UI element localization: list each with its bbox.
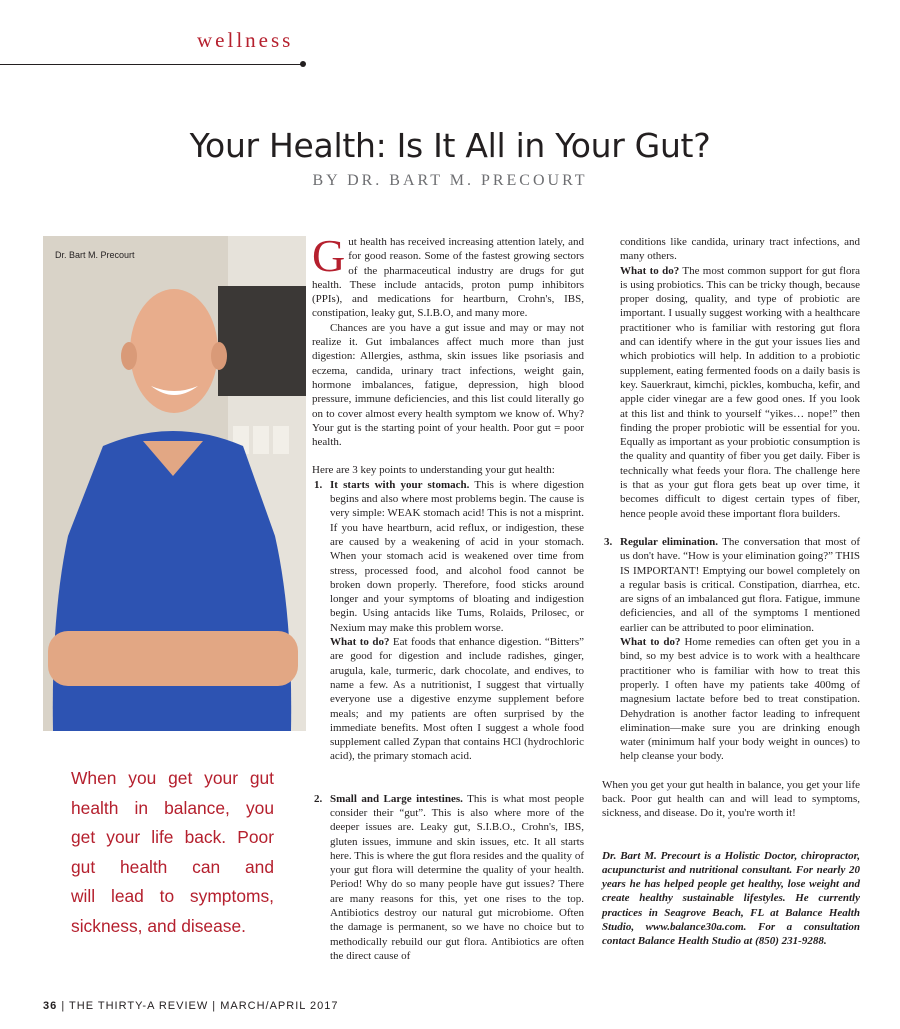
pull-quote-line: gut health can and xyxy=(71,856,274,877)
key-point-heading: Regular elimination. xyxy=(620,535,718,548)
divider-dot xyxy=(300,61,306,67)
article-byline: BY DR. BART M. PRECOURT xyxy=(312,172,588,189)
pull-quote-line: sickness, and disease. xyxy=(71,915,246,936)
pull-quote-line: When you get your gut xyxy=(71,768,274,788)
article-column-2 xyxy=(602,235,860,949)
what-to-do-heading: What to do? xyxy=(620,636,681,649)
author-photo xyxy=(43,236,306,731)
page-number: 36 xyxy=(43,1000,58,1012)
pull-quote-line: will lead to symptoms, xyxy=(71,886,274,906)
intro-paragraph-2: Chances are you have a gut issue and may or may not realize it. Gut imbalances affect much more than just digestion: Allergies, asthma, skin issues like psoriasis and eczema, candida, urinary tract infections, weight gain, hormone imbalances, fatigue, depression, high blood pressure, immune deficiencies, and this list could literally go on to cover almost every health symptom we know of. Why? Your gut is the starting point of your health. Poor gut = poor health. xyxy=(312,321,584,449)
key-point-number: 2. xyxy=(314,792,323,805)
intro-paragraph-1: Gut health has received increasing attention lately, and for good reason. Some of the fastest growing sectors of the pharmaceutical industry are drugs for gut health. These include antacids, proton pump inhibitors (PPIs), and medications for heartburn, Crohn's, IBS, constipation, leaky gut, S.I.B.O, and many more. xyxy=(312,230,584,320)
what-to-do-heading: What to do? xyxy=(620,264,680,277)
key-point-heading: It starts with your stomach. xyxy=(330,478,470,491)
key-point-2-continued: conditions like candida, urinary tract infections, and many others. What to do? The most common support for gut flora is using probiotics. This can be tricky though, because proper dosing, quality, and type of probiotic are important. I usually suggest working with a healthcare practitioner who is familiar with restoring gut flora and can identify where in the gut your issues lies and which probiotics will help. In addition to a probiotic supplement, eating fermented foods on a daily basis is key. Sauerkraut, kimchi, pickles, kombucha, kefir, and apple cider vinegar are a few good ones. If you look at this list and think to yourself “yikes… nope!” then finding the proper probiotic will be essential for you. Equally as important as your probiotic consumption is the quality and quantity of fiber you get daily. Fiber is technically what feeds your flora. The challenge here is that as your gut flora gets beat up over time, it becomes difficult to digest certain types of fiber, hence people avoid these important flora builders. xyxy=(620,236,861,520)
key-point-2: 2. Small and Large intestines. This is what most people consider their “gut”. This is also where more of the deeper issues are. Leaky gut, S.I.B.O., Crohn's, IBS, gluten issues, immune and skin issues, etc. It all starts here. This is where the gut flora resides and the quality of your gut flora will determine the quality of your health. Period! Why do so many people have gut issues? There are many reasons for this, yet one rises to the top. Antibiotics destroy our natural gut microbiome. Often the damage is permanent, so we have no choice but to methodically rebuild our gut flora. Antibiotics are often the direct cause of xyxy=(314,792,584,962)
page-footer: 36 | THE THIRTY-A REVIEW | MARCH/APRIL 2017 xyxy=(43,1000,339,1012)
author-bio: Dr. Bart M. Precourt is a Holistic Doctor, chiropractor, acupuncturist and nutritional consultant. For nearly 20 years he has helped people get healthy, lose weight and create healthy sustainable lifestyles. He currently practices in Seagrove Beach, FL at Balance Health Studio, www.balance30a.com. For a consultation contact Balance Health Studio at (850) 231-9288. xyxy=(602,849,860,948)
pull-quote-line: health in balance, you xyxy=(71,797,274,818)
key-point-heading: Small and Large intestines. xyxy=(330,792,463,805)
closing-paragraph: When you get your gut health in balance, you get your life back. Poor gut health can and will lead to symptoms, sickness, and disease. Do it, you're worth it! xyxy=(602,778,860,820)
key-point-3: 3. Regular elimination. The conversation that most of us don't have. “How is your elimination going?” THIS IS IMPORTANT! Emptying our bowel completely on a regular basis is critical. Constipation, diarrhea, etc. are signs of an imbalanced gut flora. Fatigue, immune deficiencies, and all of the symptoms I mentioned earlier can be attributed to poor elimination. What to do? Home remedies can often get you in a bind, so my best advice is to work with a healthcare practitioner who is familiar with how to treat this properly. I often have my patients take 400mg of magnesium lactate before bed to treat constipation. Dehydration is another factor leading to infrequent elimination—make sure you are drinking enough water (minimum half your body weight in ounces) to help cleanse your body. xyxy=(604,535,860,763)
pull-quote-line: get your life back. Poor xyxy=(71,827,274,847)
key-point-1: 1. It starts with your stomach. This is where digestion begins and also where most problems begin. The cause is very simple: WEAK stomach acid! This is not a misprint. If you have heartburn, acid reflux, or indigestion, these are caused by a weakening of acid in your stomach. When your stomach acid is weakened over time from stress, processed food, and alcohol food cannot be broken down properly. Therefore, food sticks around longer and your symptoms of bloating and indigestion begin. Using antacids like Tums, Rolaids, Prilosec, or Nexium may make this problem worse. What to do? Eat foods that enhance digestion. “Bitters” are good for digestion and include radishes, ginger, arugula, kale, turmeric, dark chocolate, and endives, to name a few. As a nutritionist, I suggest that virtually everyone use a digestive enzyme supplement before meals; and my patients are often surprised by the immediate benefits. Most often I suggest a whole food supplement called Zypan that contains HCl (hydrochloric acid), the primary stomach acid. xyxy=(314,478,584,763)
drop-cap: G xyxy=(312,230,346,281)
photo-caption: Dr. Bart M. Precourt xyxy=(55,250,135,260)
publication-info: THE THIRTY-A REVIEW | MARCH/APRIL 2017 xyxy=(69,1000,339,1012)
section-label: wellness xyxy=(197,28,294,52)
pull-quote xyxy=(71,764,274,941)
article-title: Your Health: Is It All in Your Gut? xyxy=(189,126,711,165)
key-point-number: 3. xyxy=(604,535,613,548)
what-to-do-heading: What to do? xyxy=(330,636,390,649)
section-divider xyxy=(0,64,303,65)
key-points-intro: Here are 3 key points to understanding your gut health: xyxy=(312,464,555,477)
article-column-1 xyxy=(312,230,584,963)
key-point-number: 1. xyxy=(314,478,323,491)
author-portrait-illustration xyxy=(43,236,306,731)
